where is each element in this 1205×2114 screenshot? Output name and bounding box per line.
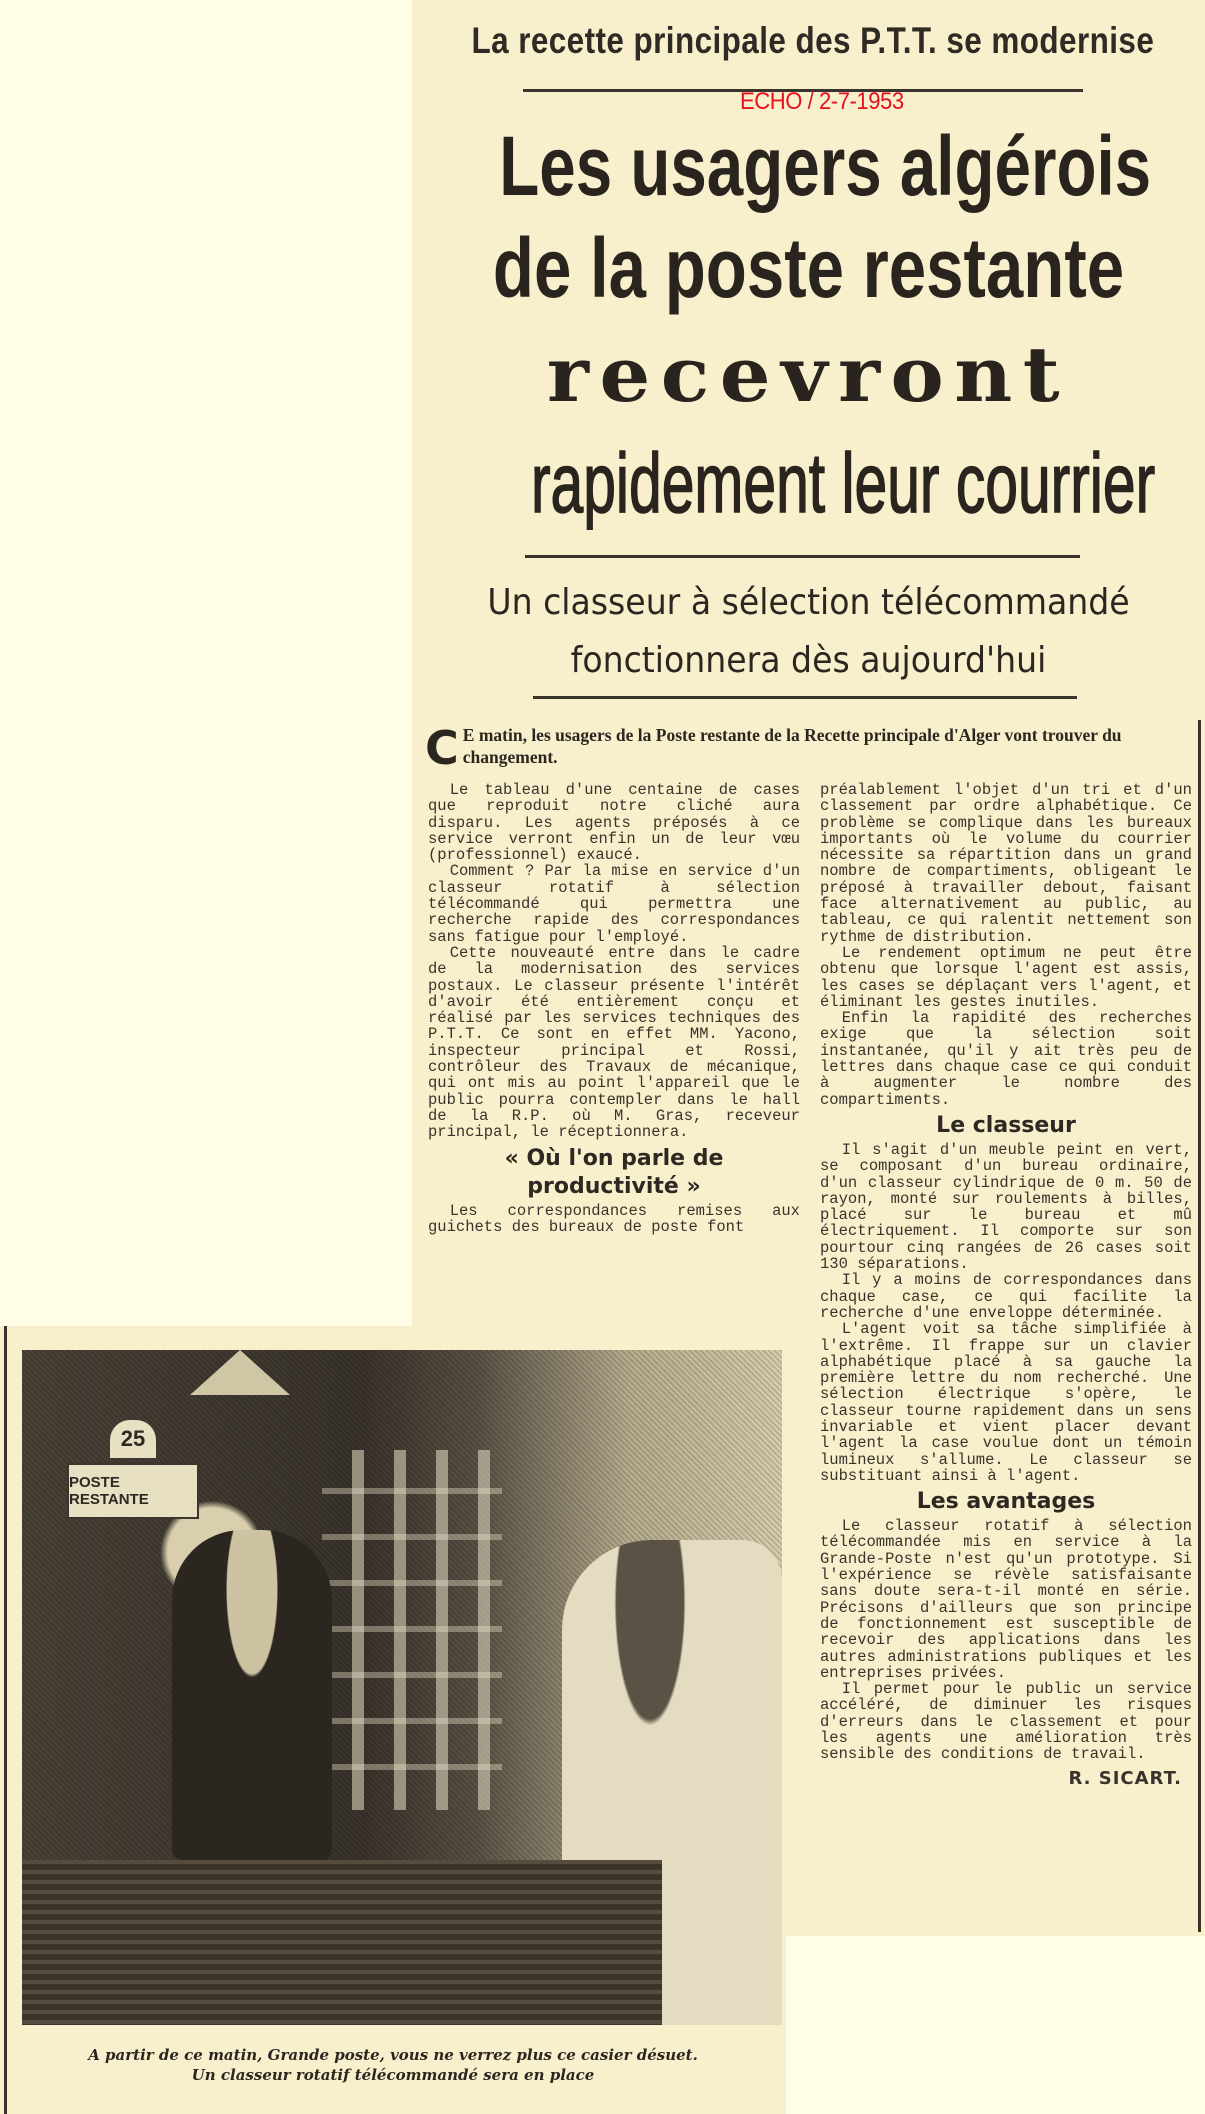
headline-rule bbox=[525, 555, 1080, 558]
headline-line-2: de la poste restante bbox=[492, 221, 1125, 315]
paragraph: Il permet pour le public un service accéléré, de diminuer les risques d'erreurs dans le classement et pour les agents une amélioration très sensible des conditions de travail. bbox=[820, 1680, 1192, 1764]
subhead-les-avantages: Les avantages bbox=[916, 1489, 1096, 1515]
lead-text: E matin, les usagers de la Poste restante de la Recette principale d'Alger vont trouver du changement. bbox=[462, 725, 1122, 767]
pigeonhole-rack bbox=[322, 1450, 502, 1810]
headline-line-4: rapidement leur courrier bbox=[530, 436, 1156, 530]
paragraph: Enfin la rapidité des recherches exige que la sélection soit instantanée, qu'il y ait très peu de lettres dans chaque case ce qui conduit à augmenter le nombre des compartiments. bbox=[820, 1009, 1192, 1109]
drop-cap: C bbox=[425, 721, 459, 775]
caption-line-2: Un classeur rotatif télécommandé sera en place bbox=[191, 2066, 595, 2084]
deck-rule bbox=[533, 696, 1077, 699]
paragraph: Les correspondances remises aux guichets des bureaux de poste font bbox=[428, 1201, 800, 1236]
subhead-productivite: « Où l'on parle de productivité » bbox=[504, 1145, 724, 1199]
paragraph: Il y a moins de correspondances dans chaque case, ce qui facilite la recherche d'une enveloppe déterminée. bbox=[820, 1271, 1192, 1322]
headline-line-1: Les usagers algérois bbox=[499, 119, 1152, 213]
article-column-right bbox=[820, 782, 1192, 1787]
lamp-shade bbox=[190, 1350, 290, 1395]
article-column-left bbox=[428, 782, 800, 1235]
paragraph: Il s'agit d'un meuble peint en vert, se composant d'un bureau ordinaire, d'un classeur cylindrique de 0 m. 50 de rayon, monté sur roulements à billes, placé sur le bureau et mû électriquement. Il comporte sur son pourtour cinq rangées de 26 cases soit 130 séparations. bbox=[820, 1140, 1192, 1274]
poste-restante-sign: POSTE RESTANTE bbox=[67, 1463, 199, 1519]
paragraph: Le rendement optimum ne peut être obtenu que lorsque l'agent est assis, les cases se déplaçant vers l'agent, et éliminant les gestes inutiles. bbox=[820, 943, 1192, 1011]
photo-border bbox=[4, 1326, 7, 2114]
headline-line-3: recevront bbox=[546, 330, 1071, 419]
paragraph: L'agent voit sa tâche simplifiée à l'extrême. Il frappe sur un clavier alphabétique placé à sa gauche la première lettre du nom recherché. Une sélection électrique s'opère, le classeur tourne rapidement dans un sens invariable et vient placer devant l'agent la case voulue dont un témoin lumineux s'allume. Le classeur se substituant ainsi à l'agent. bbox=[820, 1320, 1192, 1485]
column-border bbox=[1198, 720, 1201, 1932]
lead-paragraph bbox=[425, 721, 1195, 775]
paragraph: Cette nouveauté entre dans le cadre de la modernisation des services postaux. Le classeur présente l'intérêt d'avoir été entièrement conçu et réalisé par les services techniques des P.T.T. Ce sont en effet MM. Yacono, inspecteur principal et Rossi, contrôleur des Travaux de mécanique, qui ont mis au point l'appareil que le public pourra contempler dans le hall de la R.P. où M. Gras, receveur principal, le réceptionnera. bbox=[428, 943, 800, 1142]
paragraph: Le classeur rotatif à sélection télécommandée mis en service à la Grande-Poste n'est qu'un prototype. Si l'expérience se révèle satisfaisante sans doute sera-t-il monté en série. Précisons d'ailleurs que son principe de fonctionnement est susceptible de recevoir des applications dans les autres administrations publiques et les entreprises privées. bbox=[820, 1517, 1192, 1682]
halftone-photo bbox=[22, 1350, 782, 2025]
paragraph: Comment ? Par la mise en service d'un classeur rotatif à sélection télécommandé qui permettra une recherche rapide des correspondances sans fatigue pour l'employé. bbox=[428, 862, 800, 946]
counter-number-sign: 25 bbox=[110, 1420, 156, 1458]
subhead-le-classeur: Le classeur bbox=[936, 1112, 1076, 1138]
source-date-stamp: ECHO / 2-7-1953 bbox=[740, 88, 904, 115]
deck-line-2: fonctionnera dès aujourd'hui bbox=[570, 640, 1047, 681]
service-counter bbox=[22, 1860, 662, 2025]
postal-clerk-figure bbox=[172, 1530, 332, 1860]
paragraph: Le tableau d'une centaine de cases que reproduit notre cliché aura disparu. Les agents préposés à ce service verront enfin un de leur vœu (professionnel) exaucé. bbox=[428, 781, 800, 865]
photo-caption bbox=[0, 2045, 786, 2085]
paragraph: préalablement l'objet d'un tri et d'un classement par ordre alphabétique. Ce problème se complique dans les bureaux importants où le volume du courrier nécessite sa répartition dans un grand nombre de compartiments, obligeant le préposé à travailler debout, faisant face alternativement au public, au tableau, ce qui ralentit nettement son rythme de distribution. bbox=[820, 781, 1192, 946]
caption-line-1: A partir de ce matin, Grande poste, vous ne verrez plus ce casier désuet. bbox=[88, 2046, 698, 2064]
deck-line-1: Un classeur à sélection télécommandé bbox=[487, 582, 1130, 623]
byline: R. SICART. bbox=[1068, 1767, 1182, 1789]
kicker-headline: La recette principale des P.T.T. se modernise bbox=[471, 20, 1155, 61]
